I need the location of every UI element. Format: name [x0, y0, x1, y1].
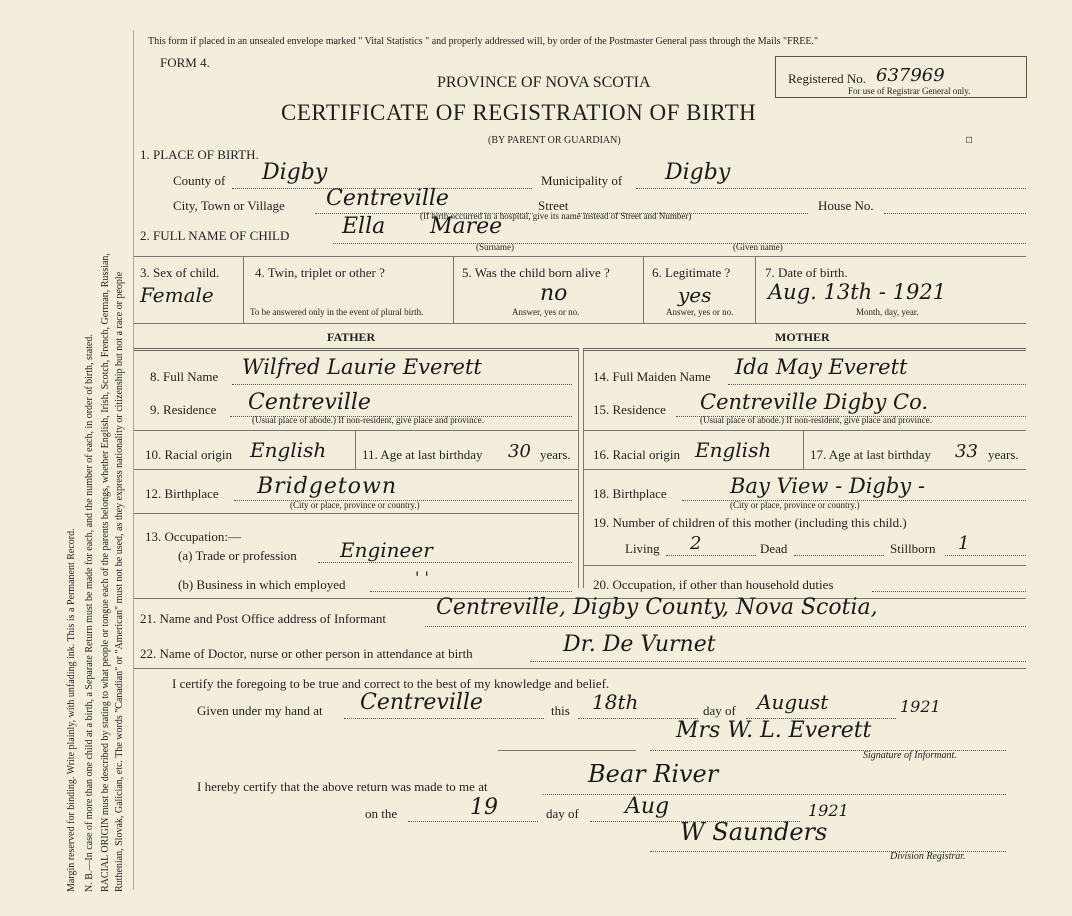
certify-month: August — [757, 690, 829, 714]
margin-note-1: Margin reserved for binding. Write plainly, with unfading ink. This is a Permanent Record. — [66, 528, 77, 892]
doctor-value: Dr. De Vurnet — [563, 632, 716, 657]
mother-residence-value: Centreville Digby Co. — [700, 390, 929, 414]
mother-birthplace-note: (City or place, province or country.) — [730, 500, 860, 510]
mother-heading: MOTHER — [775, 330, 830, 344]
date-of-birth-label: 7. Date of birth. — [765, 265, 848, 280]
dead-label: Dead — [760, 541, 788, 556]
trade-label: (a) Trade or profession — [178, 548, 297, 563]
father-birthplace-label: 12. Birthplace — [145, 486, 219, 501]
birth-certificate: Margin reserved for binding. Write plainly, with unfading ink. This is a Permanent Record. N. B.—In case of more than one child at a birth, a Separate Return must be made for each, and the number of each, in order of birth, stated. RACIAL ORIGIN must be described by stating to what people or tongue each of the parents belongs, whether English, Irish, Scotch, French, German, Russian, Ruthenian, Slovak, Galician, etc. The words "Canadian" or "American" must not be used, as they express nationality or citizenship but not a race or people This form if placed in an unsealed envelope marked " Vital Statistics " and properly addressed will, by order of the Postmaster General pass through the Mails "FREE." FORM 4. PROVINCE OF NOVA SCOTIA CERTIFICATE OF REGISTRATION OF BIRTH (BY PARENT OR GUARDIAN) Registered No. 637969 For use of Registrar General only. ▫ 1. PLACE OF BIRTH. County of Digby Municipality of Digby City, Town or Village Centreville Street House No. (If birth occurred in a hospital, give its name instead of Street and Number) 2. FULL NAME OF CHILD Ella Maree (Surname) (Given name) 3. Sex of child. Female 4. Twin, triplet or other ? To be answered only in the event of plural birth. 5. Was the child born alive ? no Answer, yes or no. 6. Legitimate ? yes Answer, yes or no. 7. Date of birth. Aug. 13th - 1921 Month, day, year. FATHER MOTHER 8. Full Name Wilfred Laurie Everett 9. Residence Centreville (Usual place of abode.) If non-resident, give place and province. 10. Racial origin English 11. Age at last birthday 30 years. 12. Birthplace Bridgetown (City or place, province or country.) 13. Occupation:— (a) Trade or profession Engineer (b) Business in which employed ' ' 14. Full Maiden Name Ida May Everett 15. Residence Centreville Digby Co. (Usual place of abode.) If non-resident, give place and province. 16. Racial origin English 17. Age at last birthday 33 years. 18. Birthplace Bay View - Digby - (City or place, province or country.) 19. Number of children of this mother (including this child.) Living 2 Dead Stillborn 1 20. Occupation, if other than household duties 21. Name and Post Office address of Informant Centreville, Digby County, Nova Scotia, 22. Name of Doctor, nurse or other person in attendance at birth Dr. De Vurnet I certify the foregoing to be true and correct to the best of my knowledge and belief. Given under my hand at Centreville this 18th day of August 1921 Mrs W. L. Everett Signature of Informant. I hereby certify that the above return was made to me at Bear River on the 19 day of Aug 1921 W Saunders Division Registrar. — [0, 0, 1072, 916]
father-occupation-label: 13. Occupation:— — [145, 529, 242, 544]
mother-name-value: Ida May Everett — [735, 355, 908, 379]
registrar-on-label: on the — [365, 806, 398, 821]
registrar-month: Aug — [625, 794, 670, 819]
father-birthplace-value: Bridgetown — [257, 474, 397, 499]
margin-note-4: Ruthenian, Slovak, Galician, etc. The words "Canadian" or "American" must not be used, as they express nationality or citizenship but not a race or people — [114, 271, 125, 892]
place-of-birth-label: 1. PLACE OF BIRTH. — [140, 147, 259, 162]
twin-note: To be answered only in the event of plural birth. — [250, 307, 424, 317]
province-title: PROVINCE OF NOVA SCOTIA — [437, 74, 651, 91]
mother-birthplace-value: Bay View - Digby - — [730, 474, 925, 498]
legitimate-label: 6. Legitimate ? — [652, 265, 731, 280]
house-label: House No. — [818, 198, 874, 213]
mother-residence-note: (Usual place of abode.) If non-resident, give place and province. — [700, 415, 932, 425]
registrar-signature-label: Division Registrar. — [890, 851, 966, 862]
municipality-value: Digby — [665, 160, 731, 185]
father-years: years. — [540, 447, 571, 462]
registrar-use-note: For use of Registrar General only. — [848, 86, 971, 96]
informant-value: Centreville, Digby County, Nova Scotia, — [436, 595, 878, 620]
stillborn-value: 1 — [958, 533, 970, 554]
mother-occupation-label: 20. Occupation, if other than household duties — [593, 577, 834, 592]
father-racial-label: 10. Racial origin — [145, 447, 233, 462]
child-name-label: 2. FULL NAME OF CHILD — [140, 228, 290, 243]
living-label: Living — [625, 541, 660, 556]
date-note: Month, day, year. — [856, 307, 919, 317]
given-name-note: (Given name) — [733, 242, 783, 252]
city-value: Centreville — [326, 186, 449, 211]
municipality-label: Municipality of — [541, 173, 623, 188]
mother-racial-value: English — [695, 438, 772, 462]
county-label: County of — [173, 173, 226, 188]
margin-note-3: RACIAL ORIGIN must be described by stating to what people or tongue each of the parents belongs, whether English, Irish, Scotch, French, German, Russian, — [100, 253, 111, 892]
twin-label: 4. Twin, triplet or other ? — [255, 265, 385, 280]
informant-label: 21. Name and Post Office address of Informant — [140, 611, 386, 626]
informant-signature: Mrs W. L. Everett — [676, 718, 872, 743]
surname-note: (Surname) — [476, 242, 514, 252]
mother-age-value: 33 — [955, 441, 978, 462]
father-name-value: Wilfred Laurie Everett — [242, 355, 482, 379]
registered-number: 637969 — [876, 65, 945, 86]
street-label: Street — [538, 198, 569, 213]
city-label: City, Town or Village — [173, 198, 285, 213]
father-birthplace-note: (City or place, province or country.) — [290, 500, 420, 510]
trade-value: Engineer — [340, 538, 433, 562]
hospital-note: (If birth occurred in a hospital, give its name instead of Street and Number) — [420, 211, 692, 221]
registrar-day: 19 — [470, 795, 498, 820]
living-value: 2 — [690, 533, 702, 554]
registrar-signature: W Saunders — [680, 818, 828, 846]
business-label: (b) Business in which employed — [178, 577, 346, 592]
children-count-label: 19. Number of children of this mother (including this child.) — [593, 515, 907, 530]
county-value: Digby — [262, 160, 328, 185]
certify-place: Centreville — [360, 690, 483, 715]
certify-day-of-label: day of — [703, 703, 736, 718]
father-residence-value: Centreville — [248, 390, 371, 415]
sex-value: Female — [140, 283, 214, 307]
mail-notice: This form if placed in an unsealed envelope marked " Vital Statistics " and properly addressed will, by order of the Postmaster General pass through the Mails "FREE." — [148, 36, 819, 47]
stillborn-label: Stillborn — [890, 541, 936, 556]
alive-note: Answer, yes or no. — [512, 307, 580, 317]
registrar-place: Bear River — [588, 760, 719, 788]
mother-birthplace-label: 18. Birthplace — [593, 486, 667, 501]
child-given-name: Maree — [430, 214, 503, 239]
mother-racial-label: 16. Racial origin — [593, 447, 681, 462]
legitimate-note: Answer, yes or no. — [666, 307, 734, 317]
father-age-value: 30 — [508, 441, 531, 462]
father-residence-note: (Usual place of abode.) If non-resident, give place and province. — [252, 415, 484, 425]
certify-text: I certify the foregoing to be true and correct to the best of my knowledge and belief. — [172, 676, 610, 691]
father-racial-value: English — [250, 438, 327, 462]
father-heading: FATHER — [327, 330, 376, 344]
doctor-label: 22. Name of Doctor, nurse or other person in attendance at birth — [140, 646, 473, 661]
certify-day: 18th — [592, 690, 639, 714]
form-number: FORM 4. — [160, 55, 210, 70]
registered-label: Registered No. — [788, 71, 866, 86]
registered-box — [775, 56, 1027, 98]
mother-name-label: 14. Full Maiden Name — [593, 369, 711, 384]
certificate-title: CERTIFICATE OF REGISTRATION OF BIRTH — [281, 100, 757, 125]
date-of-birth-value: Aug. 13th - 1921 — [768, 280, 947, 304]
child-surname: Ella — [342, 214, 386, 239]
given-under-label: Given under my hand at — [197, 703, 323, 718]
father-age-label: 11. Age at last birthday — [362, 447, 483, 462]
registrar-text: I hereby certify that the above return was made to me at — [197, 779, 488, 794]
mother-years: years. — [988, 447, 1019, 462]
sex-label: 3. Sex of child. — [140, 265, 220, 280]
father-residence-label: 9. Residence — [150, 402, 217, 417]
mother-age-label: 17. Age at last birthday — [810, 447, 931, 462]
alive-value: no — [540, 281, 568, 306]
father-name-label: 8. Full Name — [150, 369, 219, 384]
certificate-subtitle: (BY PARENT OR GUARDIAN) — [488, 135, 621, 146]
this-label: this — [551, 703, 570, 718]
business-value: ' ' — [415, 568, 429, 587]
certify-year: 1921 — [900, 697, 941, 716]
margin-note-2: N. B.—In case of more than one child at a birth, a Separate Return must be made for each, and the number of each, in order of birth, stated. — [84, 334, 95, 892]
legitimate-value: yes — [678, 283, 712, 307]
informant-signature-label: Signature of Informant. — [863, 750, 957, 761]
registrar-day-of-label: day of — [546, 806, 579, 821]
registrar-year: 1921 — [808, 801, 849, 820]
mother-residence-label: 15. Residence — [593, 402, 666, 417]
alive-label: 5. Was the child born alive ? — [462, 265, 610, 280]
